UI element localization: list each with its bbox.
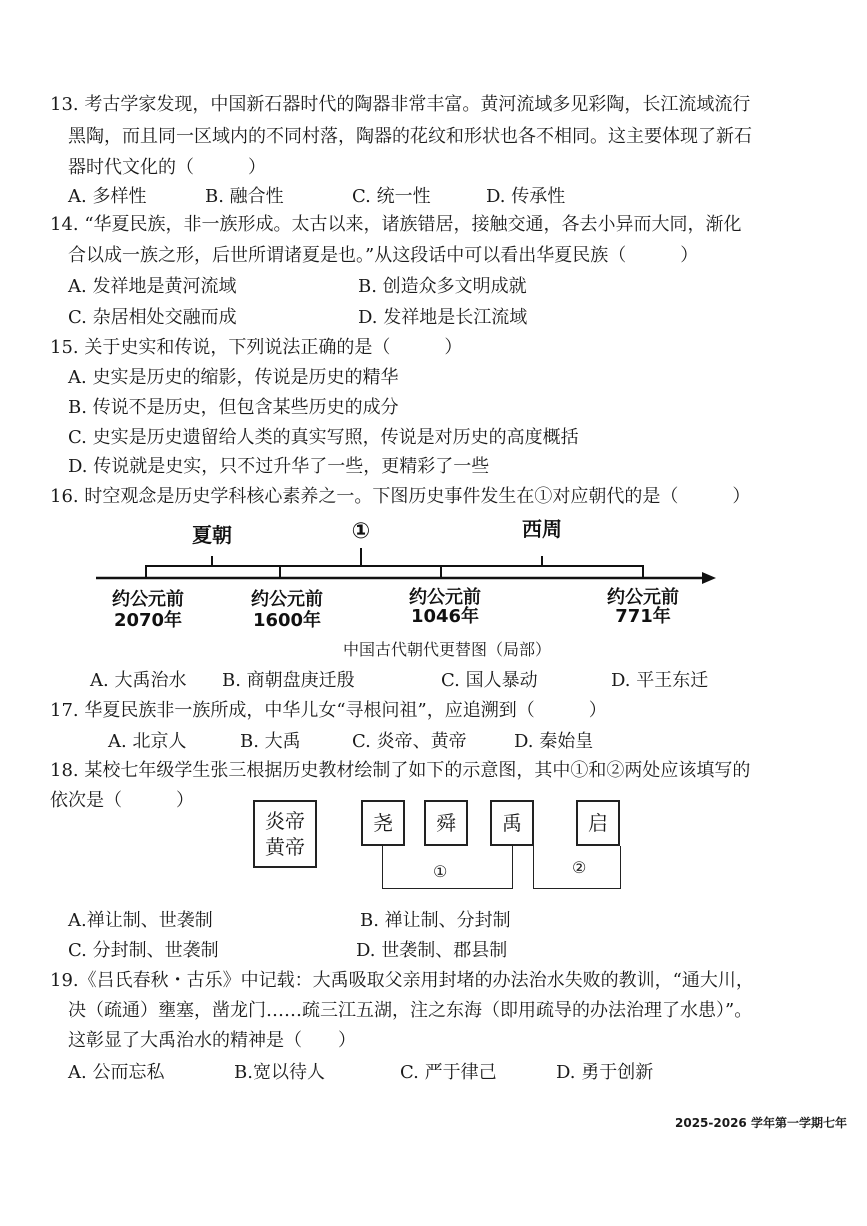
q14-stem-line1: 14. “华夏民族，非一族形成。太古以来，诸族错居，接触交通，各去小异而大同，渐化 xyxy=(50,214,742,235)
q16-option-d: D. 平王东迁 xyxy=(611,670,709,691)
q16-option-b: B. 商朝盘庚迁殷 xyxy=(222,670,355,691)
box-qi: 启 xyxy=(576,800,620,846)
mark-2: ② xyxy=(572,858,587,877)
connector-1 xyxy=(382,846,513,889)
q13-option-b: B. 融合性 xyxy=(205,186,284,207)
date-label-4-line1: 约公元前 xyxy=(607,587,679,608)
q19-stem-line2: 决（疏通）壅塞，凿龙门……疏三江五湖，注之东海（即用疏导的办法治理了水患）”。 xyxy=(68,1000,753,1021)
date-label-2-line2: 1600年 xyxy=(252,610,322,631)
mark-1: ① xyxy=(433,862,448,881)
q13-option-a: A. 多样性 xyxy=(68,186,147,207)
period-label-1: ① xyxy=(351,519,371,544)
q14-option-b: B. 创造众多文明成就 xyxy=(358,276,527,297)
timeline-arrow-icon xyxy=(702,572,716,584)
timeline-caption: 中国古代朝代更替图（局部） xyxy=(343,640,552,659)
q18-option-d: D. 世袭制、郡县制 xyxy=(356,940,508,961)
date-label-4-line2: 771年 xyxy=(615,606,671,627)
q13-option-c: C. 统一性 xyxy=(352,186,431,207)
q19-option-d: D. 勇于创新 xyxy=(556,1062,654,1083)
q17-option-a: A. 北京人 xyxy=(108,731,187,752)
q16-option-a: A. 大禹治水 xyxy=(90,670,187,691)
box-yu: 禹 xyxy=(490,800,534,846)
q16-option-c: C. 国人暴动 xyxy=(441,670,538,691)
q17-stem: 17. 华夏民族非一族所成，中华儿女“寻根问祖”，应追溯到（ ） xyxy=(50,700,607,721)
q13-stem-line1: 13. 考古学家发现，中国新石器时代的陶器非常丰富。黄河流域多见彩陶，长江流域流行 xyxy=(50,94,751,115)
q19-option-b: B.宽以待人 xyxy=(234,1062,325,1083)
q18-stem-line2: 依次是（ ） xyxy=(50,790,194,811)
date-label-2-line1: 约公元前 xyxy=(251,589,323,610)
q18-option-b: B. 禅让制、分封制 xyxy=(360,910,511,931)
q14-option-a: A. 发祥地是黄河流域 xyxy=(68,276,237,297)
q18-stem-line1: 18. 某校七年级学生张三根据历史教材绘制了如下的示意图，其中①和②两处应该填写的 xyxy=(50,760,751,781)
q17-option-d: D. 秦始皇 xyxy=(514,731,594,752)
box-huangdi-label: 黄帝 xyxy=(265,835,305,859)
q17-option-c: C. 炎帝、黄帝 xyxy=(352,731,467,752)
q19-stem-line1: 19.《吕氏春秋・古乐》中记载：大禹吸取父亲用封堵的办法治水失败的教训，“通大川， xyxy=(50,970,754,991)
q14-option-c: C. 杂居相处交融而成 xyxy=(68,307,237,328)
q15-option-b: B. 传说不是历史，但包含某些历史的成分 xyxy=(68,397,399,418)
date-label-3-line2: 1046年 xyxy=(410,606,480,627)
q19-stem-line3: 这彰显了大禹治水的精神是（ ） xyxy=(68,1030,356,1051)
q19-option-c: C. 严于律己 xyxy=(400,1062,497,1083)
box-yandi-huangdi xyxy=(253,800,317,868)
q15-option-d: D. 传说就是史实，只不过升华了一些，更精彩了一些 xyxy=(68,456,490,477)
q15-stem: 15. 关于史实和传说，下列说法正确的是（ ） xyxy=(50,337,463,358)
q16-stem: 16. 时空观念是历史学科核心素养之一。下图历史事件发生在①对应朝代的是（ ） xyxy=(50,486,751,507)
footer-term: 2025-2026 学年第一学期七年 xyxy=(675,1116,847,1130)
box-shun: 舜 xyxy=(424,800,468,846)
q13-stem-line2: 黑陶，而且同一区域内的不同村落，陶器的花纹和形状也各不相同。这主要体现了新石 xyxy=(68,126,752,147)
q19-option-a: A. 公而忘私 xyxy=(68,1062,165,1083)
dynasty-timeline xyxy=(0,512,867,642)
bracket-xizhou xyxy=(441,566,643,578)
box-yandi-label: 炎帝 xyxy=(265,809,305,833)
date-label-1-line2: 2070年 xyxy=(113,610,183,631)
q14-option-d: D. 发祥地是长江流域 xyxy=(358,307,528,328)
q13-stem-line3: 器时代文化的（ ） xyxy=(68,157,266,178)
q18-option-c: C. 分封制、世袭制 xyxy=(68,940,219,961)
q15-option-c: C. 史实是历史遗留给人类的真实写照，传说是对历史的高度概括 xyxy=(68,427,579,448)
q15-option-a: A. 史实是历史的缩影，传说是历史的精华 xyxy=(68,367,399,388)
q18-option-a: A.禅让制、世袭制 xyxy=(68,910,213,931)
period-label-xia: 夏朝 xyxy=(192,523,232,547)
q14-stem-line2: 合以成一族之形，后世所谓诸夏是也。”从这段话中可以看出华夏民族（ ） xyxy=(68,245,699,266)
bracket-xia xyxy=(146,566,280,578)
bracket-shang xyxy=(280,566,441,578)
q17-option-b: B. 大禹 xyxy=(240,731,301,752)
date-label-1-line1: 约公元前 xyxy=(112,589,184,610)
box-yao: 尧 xyxy=(361,800,405,846)
q13-option-d: D. 传承性 xyxy=(486,186,566,207)
date-label-3-line1: 约公元前 xyxy=(409,587,481,608)
period-label-xizhou: 西周 xyxy=(522,517,562,541)
